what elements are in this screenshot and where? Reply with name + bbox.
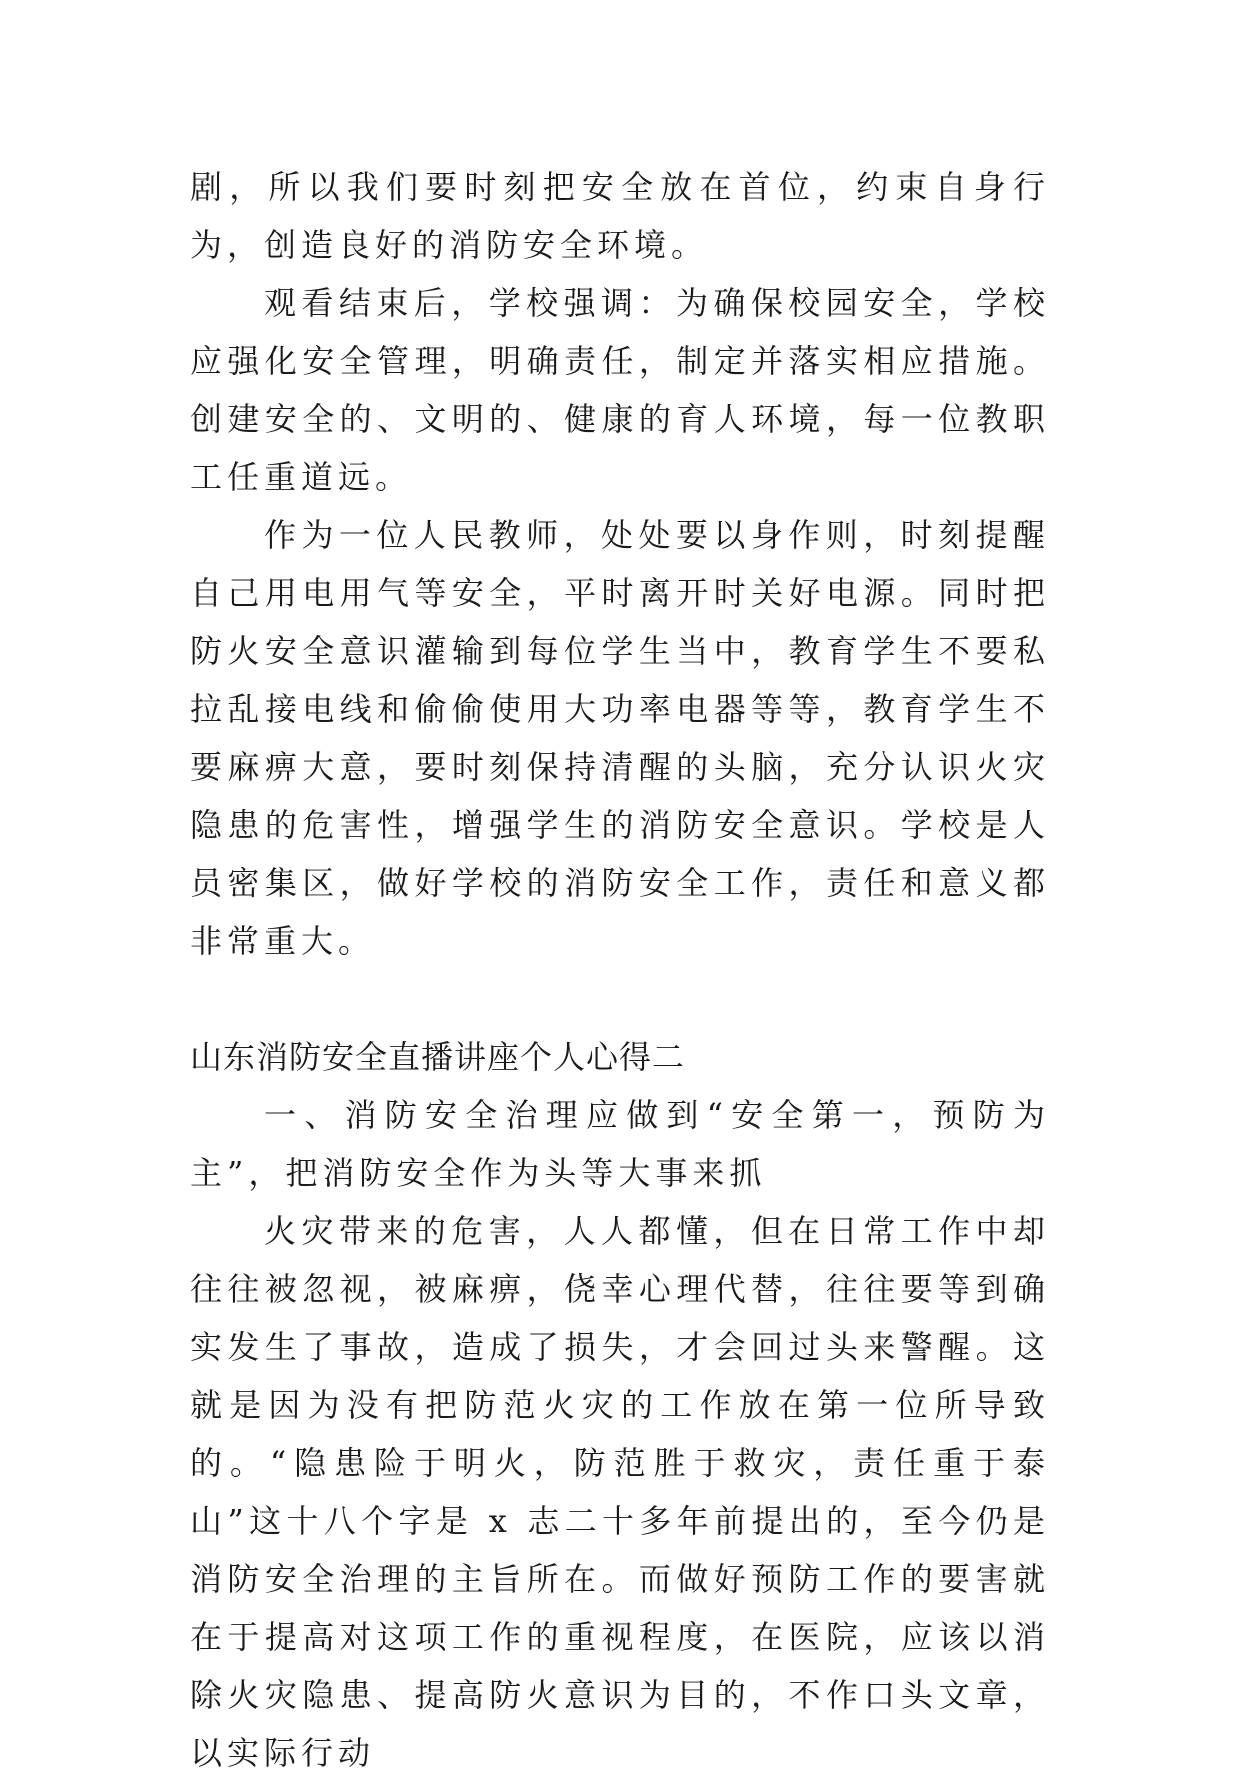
paragraph-teacher-role: 作为一位人民教师，处处要以身作则，时刻提醒自己用电用气等安全，平时离开时关好电源。同时把防火安全意识灌输到每位学生当中，教育学生不要私拉乱接电线和偷偷使用大功率电器等等，教育学生不要麻痹大意，要时刻保持清醒的头脑，充分认识火灾隐患的危害性，增强学生的消防安全意识。学校是人员密集区，做好学校的消防安全工作，责任和意义都非常重大。 <box>190 516 1050 960</box>
paragraph-point-one: 一、消防安全治理应做到“安全第一，预防为主”，把消防安全作为头等大事来抓 <box>190 1096 1050 1192</box>
document-body <box>190 158 1050 1782</box>
paragraph-school-emphasis: 观看结束后，学校强调：为确保校园安全，学校应强化安全管理，明确责任，制定并落实相应措施。创建安全的、文明的、健康的育人环境，每一位教职工任重道远。 <box>190 284 1050 496</box>
paragraph-continuation: 剧，所以我们要时刻把安全放在首位，约束自身行为，创造良好的消防安全环境。 <box>190 168 1050 264</box>
paragraph-fire-hazard: 火灾带来的危害，人人都懂，但在日常工作中却往往被忽视，被麻痹，侥幸心理代替，往往要等到确实发生了事故，造成了损失，才会回过头来警醒。这就是因为没有把防范火灾的工作放在第一位所导致的。“隐患险于明火，防范胜于救灾，责任重于泰山”这十八个字是 x 志二十多年前提出的，至今仍是消防安全治理的主旨所在。而做好预防工作的要害就在于提高对这项工作的重视程度，在医院，应该以消除火灾隐患、提高防火意识为目的，不作口头文章，以实际行动 <box>190 1212 1050 1772</box>
section-title: 山东消防安全直播讲座个人心得二 <box>190 1038 686 1076</box>
